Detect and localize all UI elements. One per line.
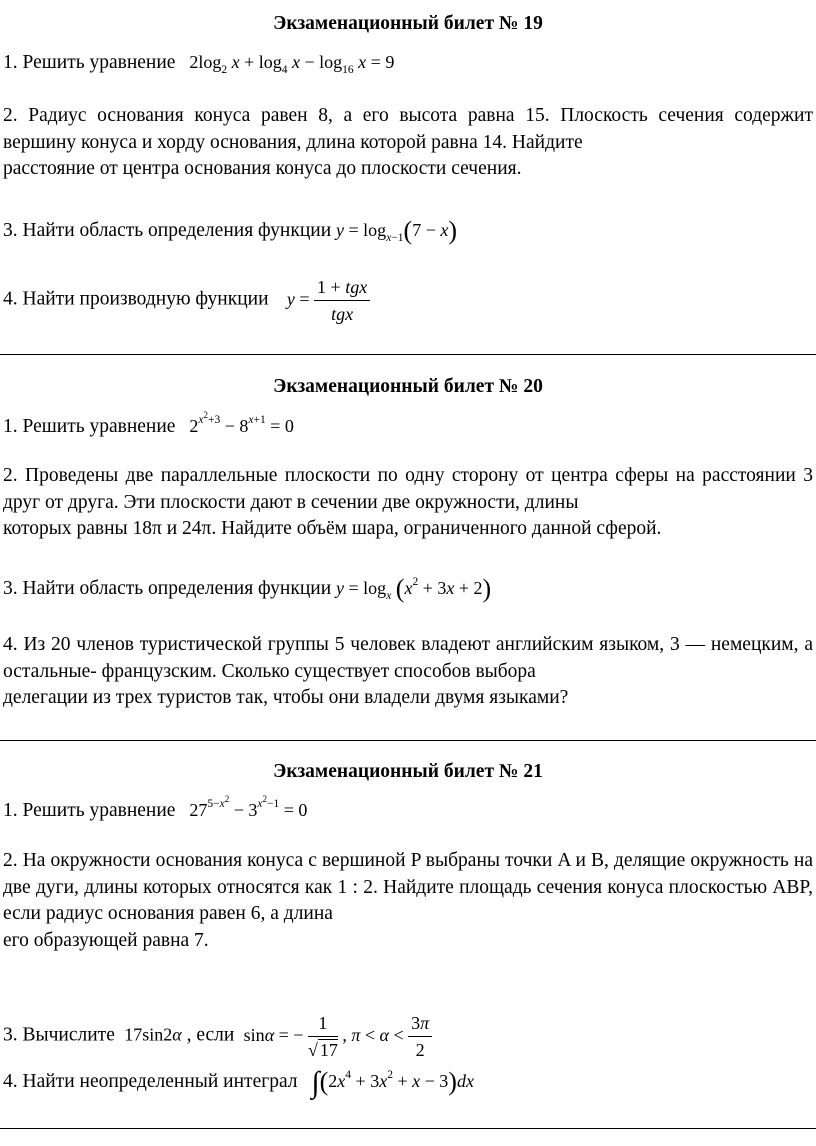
ticket-21-q1-label: 1. Решить уравнение (3, 800, 176, 821)
ticket-20-title: Экзаменационный билет № 20 (273, 376, 543, 397)
ticket-19-q3 (3, 218, 457, 243)
ticket-19-q2-last-line: расстояние от центра основания конуса до плоскости сечения. (3, 158, 522, 179)
ticket-20-q1-label: 1. Решить уравнение (3, 416, 176, 437)
divider (0, 1128, 816, 1129)
ticket-19-q2-text: 2. Радиус основания конуса равен 8, а его высота равна 15. Плоскость сечения содержит вершину конуса и хорду основания, длина которой равна 14. Найдите (3, 105, 813, 153)
ticket-21-q4 (3, 1066, 474, 1099)
ticket-19-title: Экзаменационный билет № 19 (273, 13, 543, 34)
ticket-19-q1-label: 1. Решить уравнение (3, 52, 176, 73)
ticket-21-q3-label: 3. Вычислите (3, 1024, 115, 1046)
ticket-20-q4-text: 4. Из 20 членов туристической группы 5 человек владеют английским языком, 3 — немецким, а остальные- французским. Сколько существует способов выбора (3, 634, 813, 682)
ticket-20-q3 (3, 576, 491, 601)
ticket-20-q2 (3, 463, 813, 543)
ticket-20-q4 (3, 632, 813, 712)
formula-domain-log-quadratic: $y = \log_x (x^2 + 3x + 2)$ (336, 574, 492, 603)
formula-log-equation: $2\log_2$ $x + \log_4 x - \log_{16} x = 9$ (180, 52, 395, 76)
ticket-19-q4-label: 4. Найти производную функции (3, 288, 269, 310)
ticket-21-q4-label: 4. Найти неопределенный интеграл (3, 1071, 298, 1092)
ticket-21-q1 (3, 794, 308, 823)
ticket-21-q2-text: 2. На окружности основания конуса с вершиной P выбраны точки A и B, делящие окружность на две дуги, длины которых относятся как 1 : 2. Найдите площадь сечения конуса плоскостью ABP, если радиус основания равен 6, а длина (3, 850, 813, 924)
ticket-19-q4 (3, 274, 370, 327)
ticket-21-q2-last-line: его образующей равна 7. (3, 929, 209, 951)
formula-domain-log: $y = \log_{x-1}(7 - x)$ (336, 216, 458, 245)
ticket-20-q2-text: 2. Проведены две параллельные плоскости по одну сторону от центра сферы на расстоянии 3 друг от друга. Эти плоскости дают в сечении две окружности, длины (3, 465, 813, 513)
ticket-21-title: Экзаменационный билет № 21 (273, 761, 543, 782)
ticket-20-q4-last-line: делегации из трех туристов так, чтобы они владели двумя языками? (3, 687, 569, 708)
ticket-20-q3-label: 3. Найти область определения функции (3, 578, 332, 599)
ticket-20-q1 (3, 410, 294, 439)
ticket-20-q2-last-line: которых равны 18π и 24π. Найдите объём шара, ограниченного данной сферой. (3, 518, 662, 539)
formula-derivative: y = $\frac{\text{1 + tgx}}{\text{tgx}}$ (273, 289, 370, 309)
ticket-19-q1 (3, 50, 394, 75)
ticket-21-q3 (3, 1010, 432, 1063)
ticket-21-q2 (3, 848, 813, 954)
formula-integral: $\int(2x^4 + 3x^2 + x - 3)dx$ (311, 1066, 474, 1099)
ticket-21-q3-if: , если (186, 1024, 235, 1046)
formula-condition: sinα = − $\frac{1}{√ 17}$ , π < α < $\frac{3\pi}{2}$ (239, 1025, 432, 1045)
divider (0, 354, 816, 355)
formula-exp-equation-27: $27^{5-x^2} - 3^{x^2-1} = 0$ (180, 794, 308, 820)
formula-exp-equation: $2^{x^2+3} - 8^{x+1} = 0$ (180, 410, 294, 436)
ticket-19-q2 (3, 103, 813, 183)
ticket-19-q3-label: 3. Найти область определения функции (3, 220, 332, 241)
formula-compute: 17sin2α (119, 1024, 182, 1045)
divider (0, 740, 816, 741)
